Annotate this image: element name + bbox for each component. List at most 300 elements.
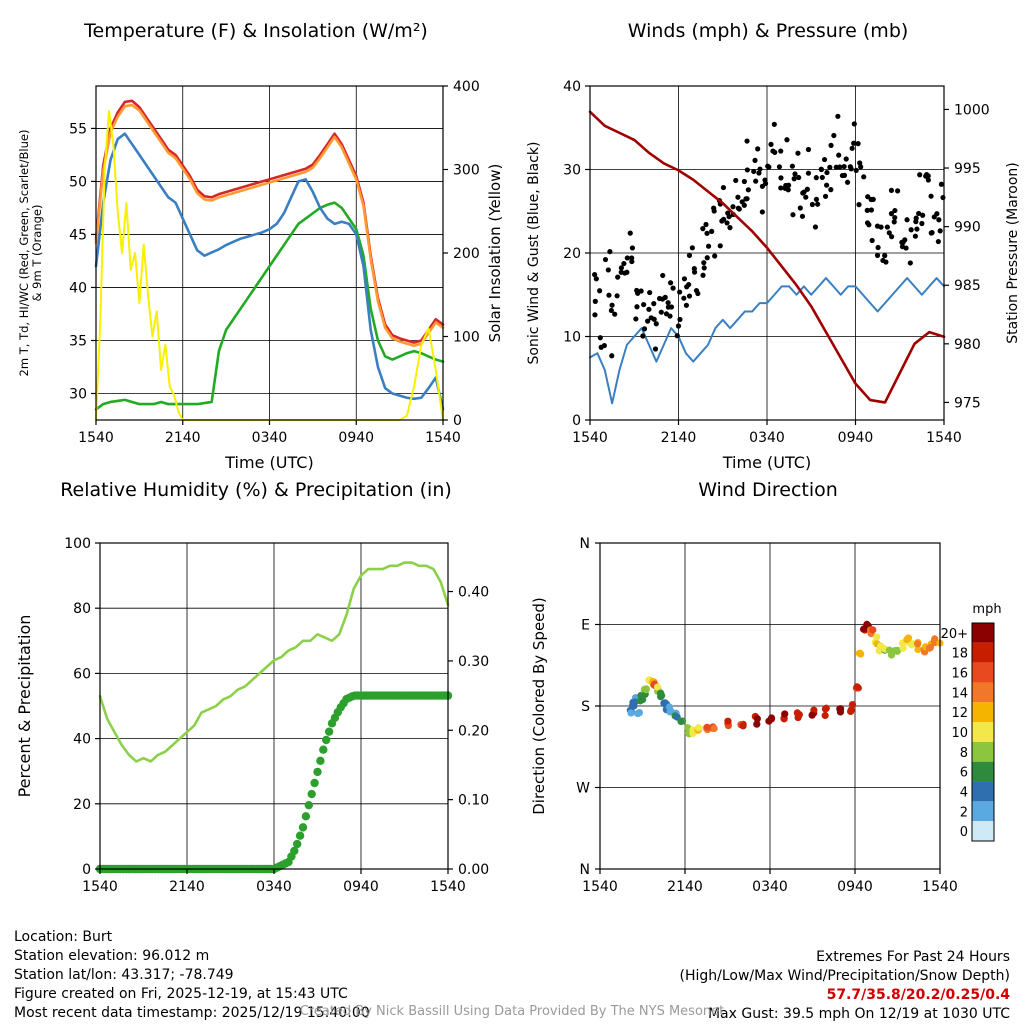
gust-point <box>819 167 824 172</box>
wind-direction-point <box>857 650 864 657</box>
y-axis-label-left-2: & 9m T (Orange) <box>30 204 44 302</box>
humidity-chart <box>0 501 512 921</box>
ytick-label-left: 20 <box>73 796 91 813</box>
gust-point <box>639 288 644 293</box>
gust-point <box>746 187 751 192</box>
gust-point <box>903 245 908 250</box>
y-axis-label-left: Percent & Precipitation <box>15 614 34 798</box>
gust-point <box>641 302 646 307</box>
gust-point <box>753 179 758 184</box>
gust-point <box>842 173 847 178</box>
gust-point <box>628 231 633 236</box>
gust-point <box>939 182 944 187</box>
ytick-label-left: 40 <box>69 280 87 297</box>
footer-latlon: Station lat/lon: 43.317; -78.749 <box>14 967 234 983</box>
gust-point <box>615 293 620 298</box>
wind-direction-point <box>853 683 860 690</box>
gust-point <box>844 156 849 161</box>
gust-point <box>777 164 782 169</box>
gust-point <box>706 244 711 249</box>
gust-point <box>760 209 765 214</box>
gust-point <box>936 217 941 222</box>
gust-point <box>806 171 811 176</box>
xtick-label: 1540 <box>78 430 114 446</box>
gust-point <box>667 313 672 318</box>
extremes-subheading: (High/Low/Max Wind/Precipitation/Snow Depth) <box>679 968 1010 984</box>
gust-point <box>786 187 791 192</box>
gust-point <box>682 276 687 281</box>
panel-temperature <box>0 0 512 470</box>
gust-point <box>813 224 818 229</box>
y-axis-label-right: Station Pressure (Maroon) <box>1005 162 1021 344</box>
gust-point <box>870 238 875 243</box>
ytick-label-right: 975 <box>954 395 981 412</box>
gust-point <box>646 307 651 312</box>
ytick-label-right: 0.20 <box>458 723 490 740</box>
precip-point <box>305 801 313 809</box>
gust-point <box>854 168 859 173</box>
ytick-label-left: S <box>581 699 590 715</box>
gust-point <box>603 257 608 262</box>
ytick-label-right: 200 <box>453 246 480 262</box>
ytick-label-left: 30 <box>69 386 87 403</box>
gust-point <box>711 205 716 210</box>
gust-point <box>786 183 791 188</box>
ytick-label-right: 985 <box>954 278 981 295</box>
gust-point <box>899 240 904 245</box>
gust-point <box>852 121 857 126</box>
wind-direction-point <box>873 633 880 640</box>
gust-point <box>917 172 922 177</box>
gust-point <box>800 214 805 219</box>
gust-point <box>798 205 803 210</box>
ytick-label-left: 35 <box>69 333 87 350</box>
gust-point <box>856 202 861 207</box>
gust-point <box>824 183 829 188</box>
xtick-label: 0340 <box>256 879 292 895</box>
gust-point <box>660 273 665 278</box>
gust-point <box>828 143 833 148</box>
ytick-label-left: 40 <box>563 79 581 95</box>
colorbar-swatch <box>972 821 994 841</box>
credit-line: Created By Nick Bassill Using Data Provided By The NYS Mesonet <box>299 1004 725 1019</box>
max-gust-line: Max Gust: 39.5 mph On 12/19 at 1030 UTC <box>707 1006 1010 1022</box>
wind-direction-point <box>666 703 673 710</box>
gust-point <box>889 188 894 193</box>
wind-direction-point <box>677 718 684 725</box>
gust-point <box>756 170 761 175</box>
gust-point <box>654 321 659 326</box>
ytick-label-right: 400 <box>453 79 480 95</box>
gust-point <box>875 224 880 229</box>
wind-direction-point <box>711 725 718 732</box>
gust-point <box>742 179 747 184</box>
gust-point <box>609 303 614 308</box>
ytick-label-left: E <box>581 617 590 634</box>
gust-point <box>892 219 897 224</box>
wind-direction-point <box>643 685 650 692</box>
gust-point <box>828 187 833 192</box>
humidity-panel-title: Relative Humidity (%) & Precipitation (in) <box>60 479 452 501</box>
wind-direction-point <box>796 711 803 718</box>
xtick-label: 2140 <box>169 879 205 895</box>
ytick-label-right: 300 <box>453 162 480 179</box>
gust-point <box>790 212 795 217</box>
extremes-heading: Extremes For Past 24 Hours <box>816 949 1010 965</box>
gust-point <box>822 157 827 162</box>
gust-point <box>670 286 675 291</box>
gust-point <box>624 270 629 275</box>
gust-point <box>593 299 598 304</box>
gust-point <box>845 180 850 185</box>
gust-point <box>687 293 692 298</box>
colorbar-swatch <box>972 682 994 702</box>
gust-point <box>677 317 682 322</box>
colorbar-tick-label: 2 <box>959 805 968 821</box>
gust-point <box>792 176 797 181</box>
precip-point <box>313 768 321 776</box>
gust-point <box>609 353 614 358</box>
colorbar-title: mph <box>972 602 1002 617</box>
gust-point <box>892 208 897 213</box>
gust-point <box>686 282 691 287</box>
gust-point <box>598 335 603 340</box>
precip-point <box>322 736 330 744</box>
gust-point <box>914 216 919 221</box>
gust-point <box>709 229 714 234</box>
colorbar-swatch <box>972 643 994 663</box>
gust-point <box>763 181 768 186</box>
footer-figure-created: Figure created on Fri, 2025-12-19, at 15:43 UTC <box>14 986 348 1002</box>
wind-direction-point <box>754 715 761 722</box>
gust-point <box>659 310 664 315</box>
gust-point <box>940 195 945 200</box>
xtick-label: 0340 <box>749 430 785 446</box>
ytick-label-right: 0.40 <box>458 584 490 601</box>
colorbar-tick-label: 8 <box>959 745 968 761</box>
gust-point <box>875 253 880 258</box>
precip-point <box>302 812 310 820</box>
gust-point <box>703 222 708 227</box>
wind-direction-chart <box>512 501 1024 921</box>
gust-point <box>690 245 695 250</box>
gust-point <box>869 207 874 212</box>
gust-point <box>744 138 749 143</box>
gust-point <box>681 296 686 301</box>
xtick-label: 2140 <box>667 879 703 895</box>
winds-chart <box>512 42 1024 472</box>
gust-point <box>751 169 756 174</box>
colorbar-swatch <box>972 663 994 683</box>
gust-point <box>790 164 795 169</box>
gust-point <box>768 142 773 147</box>
gust-point <box>752 158 757 163</box>
gust-point <box>805 187 810 192</box>
xtick-label: 2140 <box>164 430 201 446</box>
colorbar-tick-label: 10 <box>951 726 968 741</box>
gust-point <box>913 234 918 239</box>
gust-point <box>742 203 747 208</box>
gust-point <box>885 224 890 229</box>
gust-point <box>938 228 943 233</box>
wind-direction-point <box>654 683 661 690</box>
gust-point <box>612 312 617 317</box>
colorbar-swatch <box>972 722 994 742</box>
gust-point <box>675 333 680 338</box>
gust-point <box>687 253 692 258</box>
footer-location: Location: Burt <box>14 929 113 945</box>
gust-point <box>904 217 909 222</box>
ytick-label-left: 80 <box>73 601 91 618</box>
gust-point <box>745 167 750 172</box>
gust-point <box>836 153 841 158</box>
wind-direction-point <box>914 640 921 647</box>
ytick-label-right: 0.10 <box>458 792 490 809</box>
gust-point <box>778 148 783 153</box>
precip-point <box>325 727 333 735</box>
y-axis-label-left: Sonic Wind & Gust (Blue, Black) <box>526 141 542 365</box>
gust-point <box>597 288 602 293</box>
gust-point <box>842 164 847 169</box>
ytick-label-left: 10 <box>563 329 581 346</box>
precip-point <box>299 823 307 831</box>
ytick-label-right: 100 <box>453 329 480 346</box>
gust-point <box>718 243 723 248</box>
wind-direction-panel-title: Wind Direction <box>698 479 838 501</box>
xtick-label: 1540 <box>572 430 608 446</box>
gust-point <box>850 146 855 151</box>
ytick-label-left: 20 <box>563 246 581 262</box>
ytick-label-right: 980 <box>954 336 981 353</box>
gust-point <box>700 226 705 231</box>
gust-point <box>640 333 645 338</box>
gust-point <box>882 253 887 258</box>
ytick-label-right: 990 <box>954 219 981 236</box>
gust-point <box>851 141 856 146</box>
xtick-label: 0940 <box>343 879 379 895</box>
gust-point <box>784 137 789 142</box>
gust-point <box>721 185 726 190</box>
wind-direction-point <box>900 645 907 652</box>
gust-point <box>810 202 815 207</box>
wind-direction-point <box>822 712 829 719</box>
colorbar-tick-label: 16 <box>951 666 968 682</box>
xtick-label: 0940 <box>837 879 873 895</box>
colorbar-tick-label: 18 <box>951 646 968 662</box>
gust-point <box>928 194 933 199</box>
wind-direction-point <box>739 722 746 729</box>
wind-direction-point <box>809 712 816 719</box>
gust-point <box>908 260 913 265</box>
gust-point <box>849 166 854 171</box>
wind-direction-point <box>657 690 664 697</box>
temperature-chart <box>0 42 512 472</box>
winds-panel-title: Winds (mph) & Pressure (mb) <box>627 20 909 42</box>
gust-point <box>606 267 611 272</box>
ytick-label-left: 60 <box>73 666 91 683</box>
gust-point <box>795 151 800 156</box>
gust-point <box>889 234 894 239</box>
gust-point <box>668 280 673 285</box>
gust-point <box>737 206 742 211</box>
wind-direction-point <box>822 705 829 712</box>
gust-point <box>592 312 597 317</box>
xtick-label: 1540 <box>922 879 958 895</box>
xtick-label: 1540 <box>926 430 962 446</box>
colorbar-tick-label: 14 <box>951 686 968 702</box>
ytick-label-left: 0 <box>572 413 581 429</box>
gust-point <box>744 196 749 201</box>
gust-point <box>827 165 832 170</box>
gust-point <box>615 275 620 280</box>
precip-point <box>310 779 318 787</box>
gust-point <box>721 217 726 222</box>
gust-point <box>820 175 825 180</box>
ytick-label-left: W <box>576 780 590 797</box>
gust-point <box>669 304 674 309</box>
gust-point <box>629 259 634 264</box>
gust-point <box>621 261 626 266</box>
gust-point <box>914 226 919 231</box>
gust-point <box>806 147 811 152</box>
gust-point <box>663 295 668 300</box>
gust-point <box>730 204 735 209</box>
gust-point <box>796 175 801 180</box>
wind-direction-point <box>781 710 788 717</box>
temperature-panel-title: Temperature (F) & Insolation (W/m²) <box>84 20 428 42</box>
wind-direction-point <box>724 718 731 725</box>
gust-point <box>705 255 710 260</box>
gust-point <box>875 245 880 250</box>
gust-point <box>772 122 777 127</box>
footer-elevation: Station elevation: 96.012 m <box>14 948 210 964</box>
gust-point <box>694 288 699 293</box>
panel-wind-direction <box>512 465 1024 915</box>
gust-point <box>814 175 819 180</box>
gust-point <box>815 202 820 207</box>
gust-point <box>909 227 914 232</box>
colorbar-swatch <box>972 762 994 782</box>
gust-point <box>634 304 639 309</box>
extremes-values: 57.7/35.8/20.2/0.25/0.4 <box>826 987 1010 1003</box>
ytick-label-right: 0.30 <box>458 653 490 670</box>
gust-point <box>926 173 931 178</box>
precip-point <box>308 790 316 798</box>
panel-humidity <box>0 465 512 915</box>
wind-direction-points <box>627 621 944 738</box>
gust-point <box>919 221 924 226</box>
gust-point <box>701 260 706 265</box>
gust-point <box>858 164 863 169</box>
ytick-label-left: 55 <box>69 121 87 138</box>
xtick-label: 0940 <box>837 430 874 446</box>
ytick-label-left: 0 <box>82 862 91 878</box>
gust-point <box>883 259 888 264</box>
gust-point <box>936 239 941 244</box>
gust-point <box>700 273 705 278</box>
gust-point <box>652 317 657 322</box>
gust-point <box>735 195 740 200</box>
y-axis-label-left: 2m T, Td, HI/WC (Red, Green, Scarlet/Blue) <box>17 129 31 377</box>
gust-point <box>633 316 638 321</box>
gust-point <box>814 197 819 202</box>
precip-point <box>316 757 324 765</box>
panel-winds <box>512 0 1024 470</box>
footer-recent-timestamp: Most recent data timestamp: 2025/12/19 15:40:00 <box>14 1005 370 1021</box>
gust-point <box>606 293 611 298</box>
gust-point <box>934 211 939 216</box>
gust-point <box>835 114 840 119</box>
precip-point <box>293 840 301 848</box>
xtick-label: 1540 <box>582 879 618 895</box>
xtick-label: 1540 <box>425 430 461 446</box>
colorbar-swatch <box>972 623 994 643</box>
xtick-label: 1540 <box>82 879 118 895</box>
gust-point <box>861 174 866 179</box>
colorbar-swatch <box>972 742 994 762</box>
ytick-label-left: N <box>579 862 590 878</box>
gust-point <box>645 318 650 323</box>
wind-direction-point <box>695 724 702 731</box>
wind-direction-point <box>869 626 876 633</box>
gust-point <box>653 346 658 351</box>
gust-point <box>684 303 689 308</box>
precip-point <box>319 745 327 753</box>
gust-point <box>834 165 839 170</box>
gust-point <box>702 265 707 270</box>
precip-point <box>296 832 304 840</box>
gust-point <box>704 231 709 236</box>
colorbar-tick-label: 12 <box>951 706 968 722</box>
ytick-label-left: 45 <box>69 227 87 244</box>
colorbar-tick-label: 4 <box>959 785 968 801</box>
colorbar-swatch <box>972 702 994 722</box>
gust-point <box>727 225 732 230</box>
gust-point <box>677 289 682 294</box>
y-axis-label-right: Solar Insolation (Yellow) <box>486 163 504 343</box>
gust-point <box>630 245 635 250</box>
ytick-label-left: 40 <box>73 731 91 748</box>
xtick-label: 0940 <box>338 430 375 446</box>
gust-point <box>755 146 760 151</box>
ytick-label-right: 0 <box>453 413 462 429</box>
gust-point <box>666 300 671 305</box>
gust-point <box>647 290 652 295</box>
ytick-label-left: N <box>579 536 590 552</box>
gust-point <box>800 190 805 195</box>
gust-point <box>712 253 717 258</box>
gust-point <box>778 175 783 180</box>
colorbar-swatch <box>972 782 994 802</box>
wind-direction-point <box>768 714 775 721</box>
gust-point <box>651 301 656 306</box>
gust-point <box>916 211 921 216</box>
gust-point <box>766 165 771 170</box>
gust-point <box>803 195 808 200</box>
x-axis-label: Time (UTC) <box>722 453 812 472</box>
gust-point <box>733 178 738 183</box>
ytick-label-left: 30 <box>563 162 581 179</box>
wind-direction-point <box>627 709 634 716</box>
wind-direction-point <box>636 709 643 716</box>
ytick-label-right: 1000 <box>954 102 990 119</box>
gust-point <box>599 345 604 350</box>
gust-point <box>895 188 900 193</box>
wind-direction-point <box>837 708 844 715</box>
gust-point <box>607 249 612 254</box>
x-axis-label: Time (UTC) <box>225 453 314 472</box>
ytick-label-right: 995 <box>954 161 981 178</box>
